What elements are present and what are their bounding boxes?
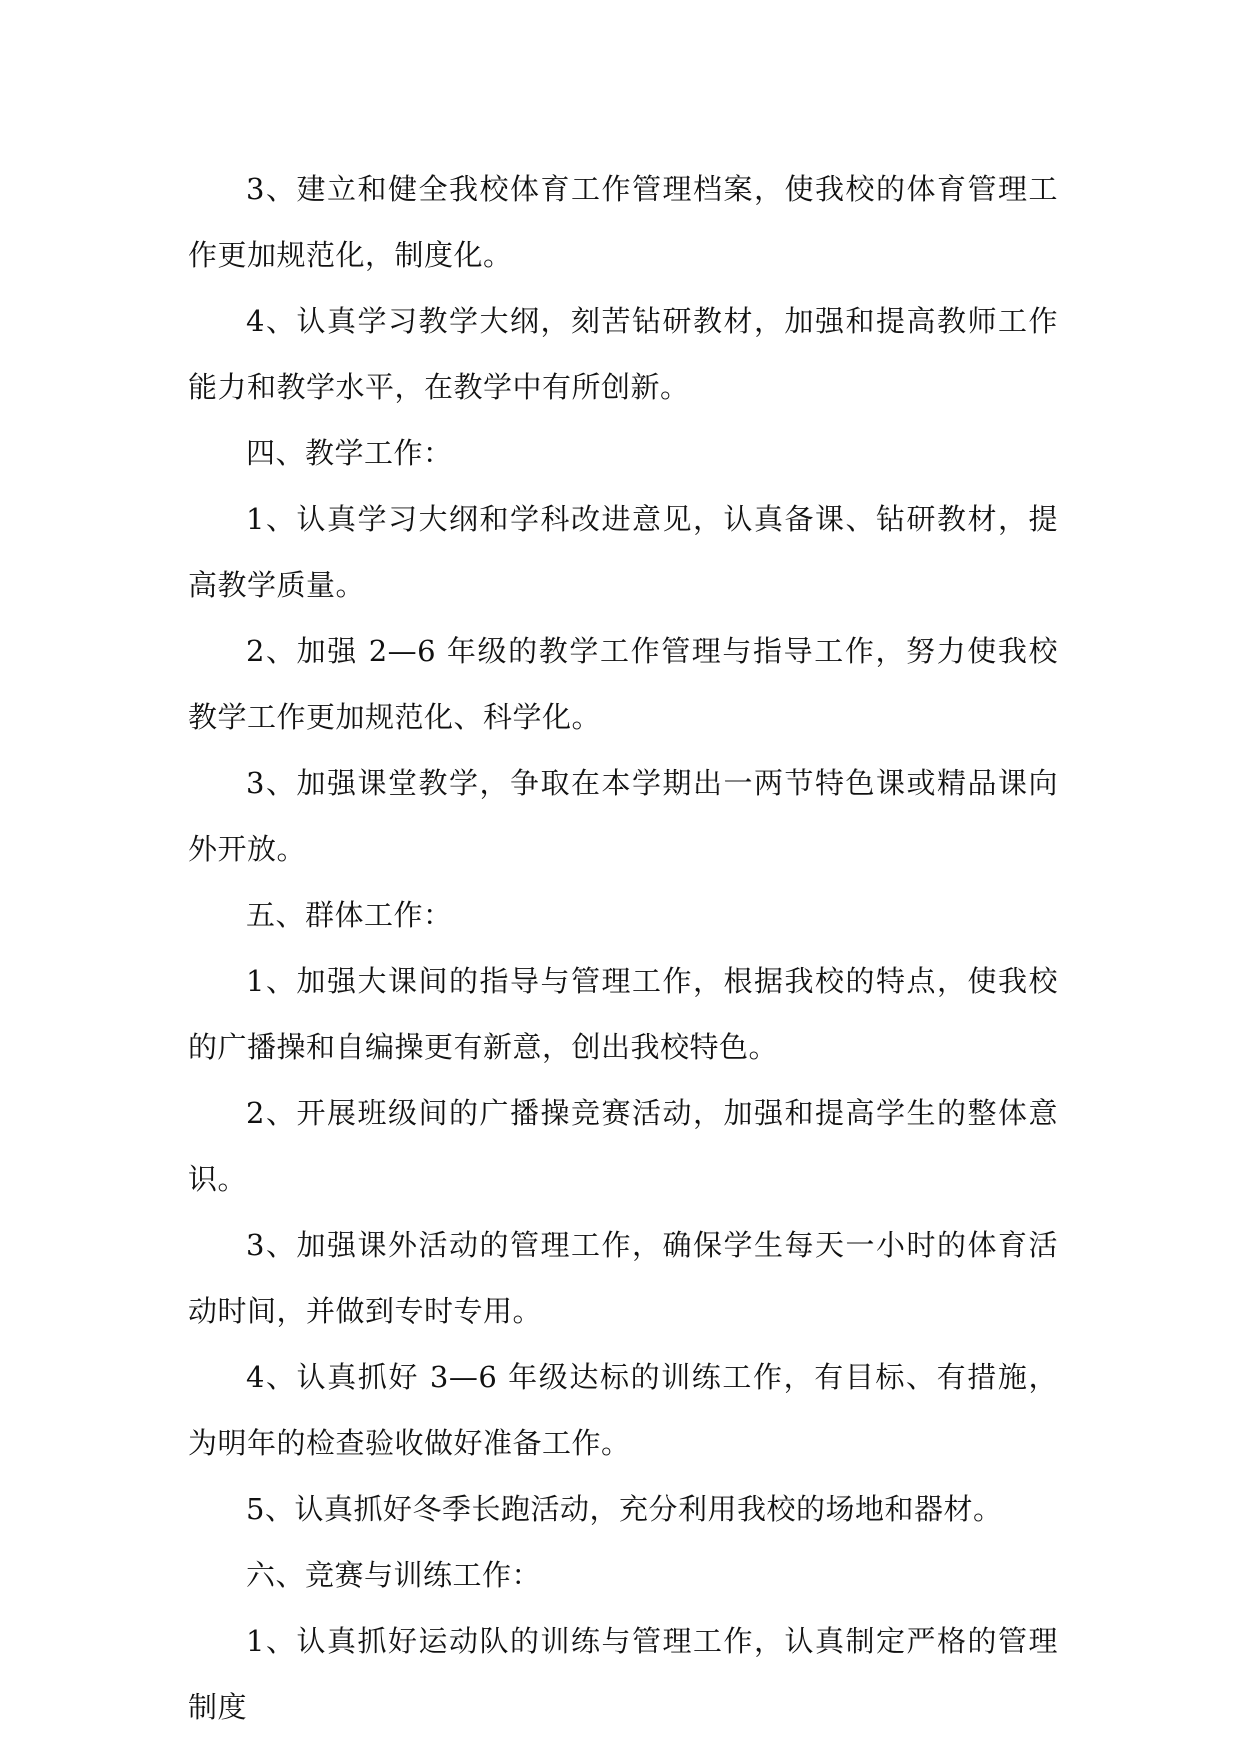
paragraph: 2、开展班级间的广播操竞赛活动，加强和提高学生的整体意识。: [188, 1096, 1058, 1196]
paragraph: 3、加强课外活动的管理工作，确保学生每天一小时的体育活动时间，并做到专时专用。: [188, 1228, 1058, 1328]
paragraph: 1、认真抓好运动队的训练与管理工作，认真制定严格的管理制度: [188, 1624, 1058, 1724]
paragraph: 4、认真学习教学大纲，刻苦钻研教材，加强和提高教师工作能力和教学水平，在教学中有所创新。: [188, 304, 1058, 404]
section-heading: 五、群体工作：: [246, 898, 453, 932]
document-body: [188, 156, 1058, 1740]
section-heading: 四、教学工作：: [246, 436, 453, 470]
paragraph: 3、加强课堂教学，争取在本学期出一两节特色课或精品课向外开放。: [188, 766, 1058, 866]
paragraph: 5、认真抓好冬季长跑活动，充分利用我校的场地和器材。: [246, 1492, 1003, 1526]
paragraph: 2、加强 2—6 年级的教学工作管理与指导工作，努力使我校教学工作更加规范化、科学化。: [188, 634, 1058, 734]
paragraph: 4、认真抓好 3—6 年级达标的训练工作，有目标、有措施，为明年的检查验收做好准备工作。: [188, 1360, 1058, 1460]
paragraph: 3、建立和健全我校体育工作管理档案，使我校的体育管理工作更加规范化，制度化。: [188, 172, 1058, 272]
paragraph: 1、认真学习大纲和学科改进意见，认真备课、钻研教材，提高教学质量。: [188, 502, 1058, 602]
section-heading: 六、竞赛与训练工作：: [246, 1558, 542, 1592]
paragraph: 1、加强大课间的指导与管理工作，根据我校的特点，使我校的广播操和自编操更有新意，创出我校特色。: [188, 964, 1058, 1064]
